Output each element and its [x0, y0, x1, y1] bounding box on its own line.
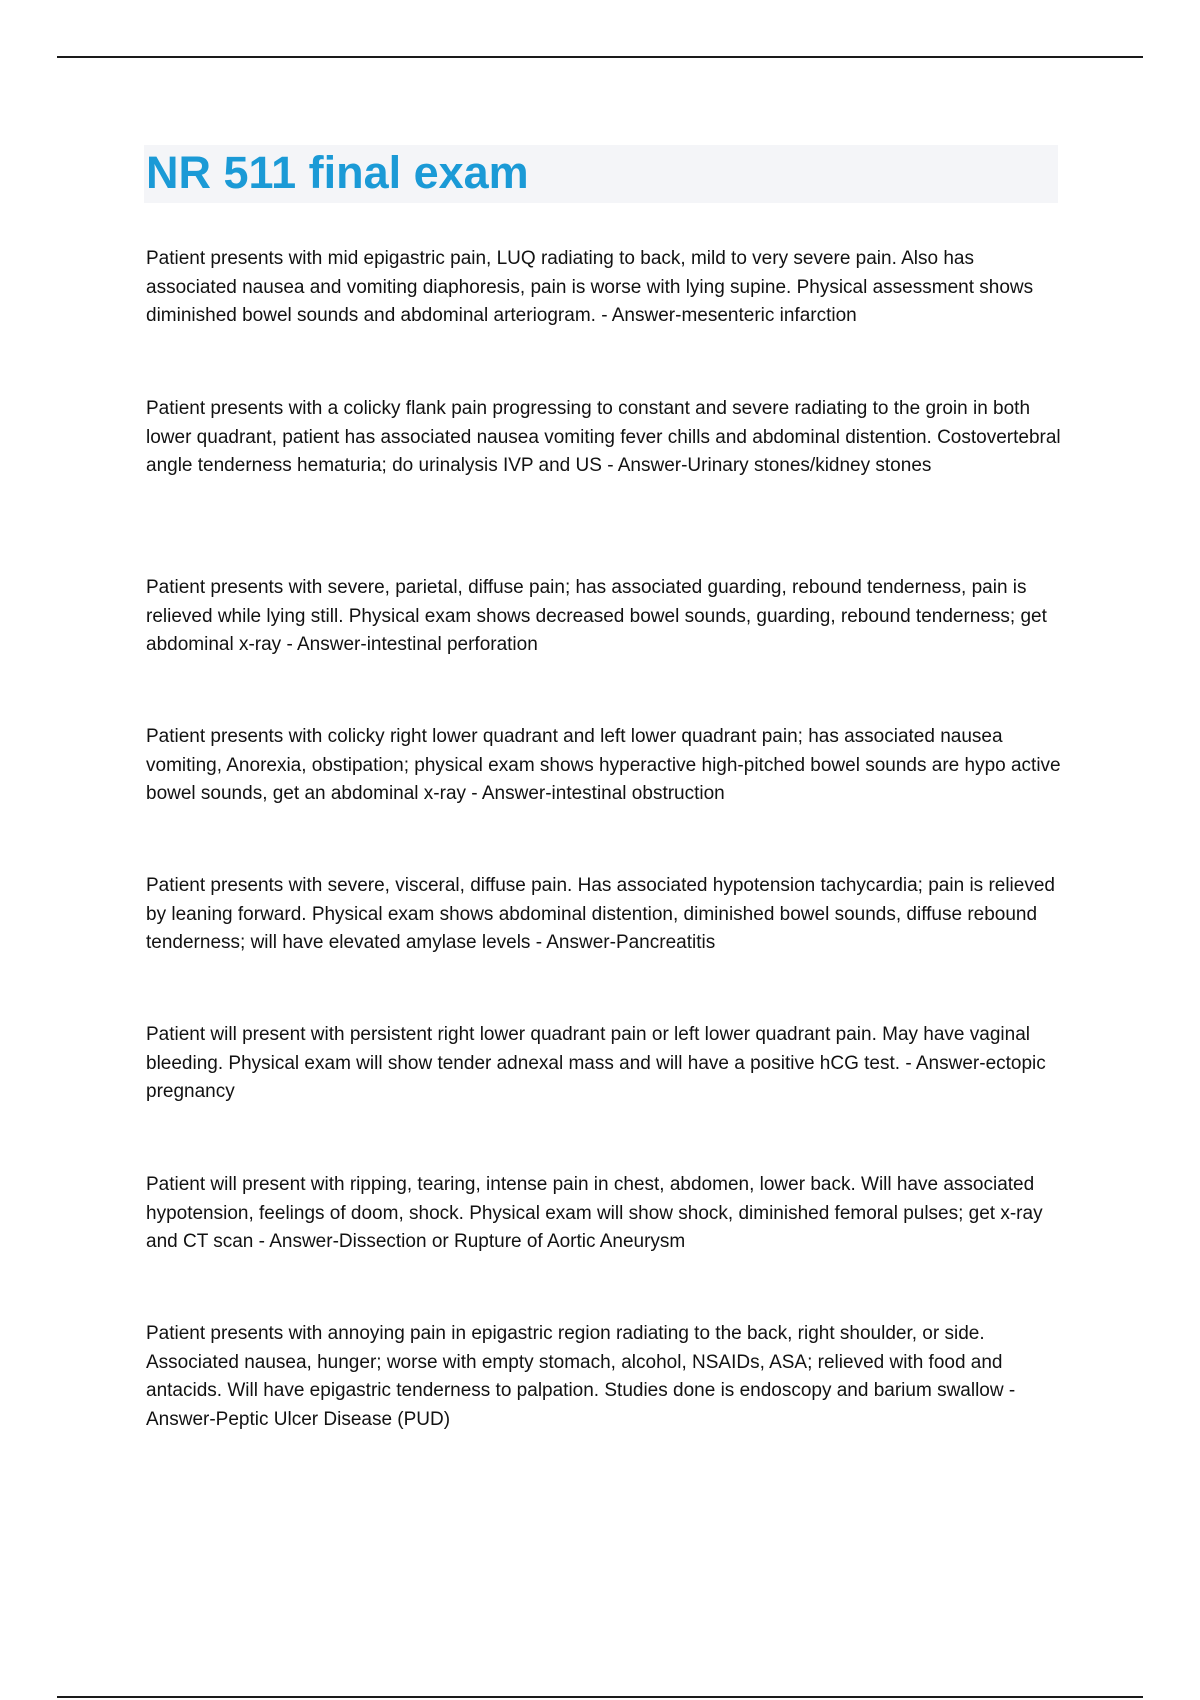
- qa-item: Patient presents with severe, visceral, diffuse pain. Has associated hypotension tachycardia; pain is relieved by leaning forward. Physical exam shows abdominal distention, diminished bowel sounds, diffuse rebound tenderness; will have elevated amylase levels - Answer-Pancreatitis: [146, 875, 1055, 953]
- qa-item: Patient will present with persistent right lower quadrant pain or left lower quadrant pain. May have vaginal bleeding. Physical exam will show tender adnexal mass and will have a positive hCG test. - Answer-ectopic pregnancy: [146, 1024, 1046, 1102]
- qa-item: Patient presents with severe, parietal, diffuse pain; has associated guarding, rebound tenderness, pain is relieved while lying still. Physical exam shows decreased bowel sounds, guarding, rebound tenderness; get abdominal x-ray - Answer-intestinal perforation: [146, 577, 1047, 655]
- document-title: NR 511 final exam: [146, 147, 529, 198]
- header-rule: [57, 56, 1143, 58]
- footer-rule: [57, 1696, 1143, 1698]
- qa-item: Patient presents with annoying pain in epigastric region radiating to the back, right shoulder, or side. Associated nausea, hunger; worse with empty stomach, alcohol, NSAIDs, ASA; relieved with food and antacids. Will have epigastric tenderness to palpation. Studies done is endoscopy and barium swallow - Answer-Peptic Ulcer Disease (PUD): [146, 1323, 1016, 1430]
- qa-item: Patient presents with colicky right lower quadrant and left lower quadrant pain; has associated nausea vomiting, Anorexia, obstipation; physical exam shows hyperactive high-pitched bowel sounds are hypo active bowel sounds, get an abdominal x-ray - Answer-intestinal obstruction: [146, 726, 1061, 804]
- qa-item: Patient presents with mid epigastric pain, LUQ radiating to back, mild to very severe pain. Also has associated nausea and vomiting diaphoresis, pain is worse with lying supine. Physical assessment shows diminished bowel sounds and abdominal arteriogram. - Answer-mesenteric infarction: [146, 248, 1034, 326]
- qa-item: Patient presents with a colicky flank pain progressing to constant and severe radiating to the groin in both lower quadrant, patient has associated nausea vomiting fever chills and abdominal distention. Costovertebral angle tenderness hematuria; do urinalysis IVP and US - Answer-Urinary stones/kidney stones: [146, 398, 1061, 476]
- qa-item: Patient will present with ripping, tearing, intense pain in chest, abdomen, lower back. Will have associated hypotension, feelings of doom, shock. Physical exam will show shock, diminished femoral pulses; get x-ray and CT scan - Answer-Dissection or Rupture of Aortic Aneurysm: [146, 1174, 1043, 1252]
